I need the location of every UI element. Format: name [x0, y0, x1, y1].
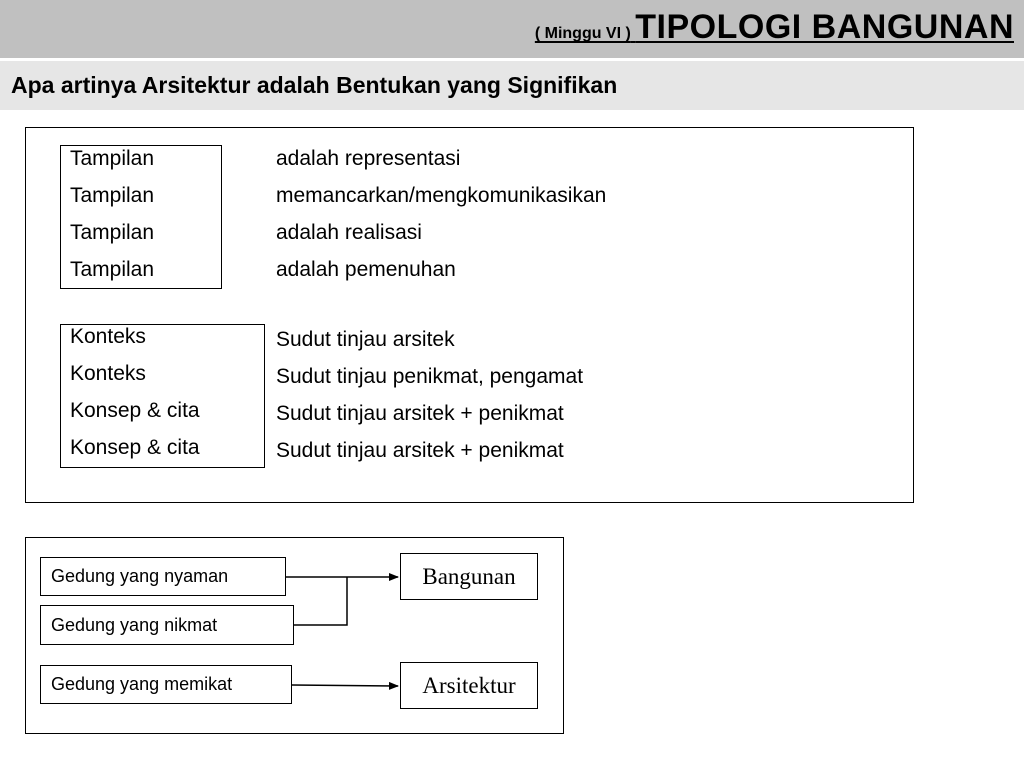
term-item: Konteks [70, 325, 146, 348]
meaning-item: Sudut tinjau arsitek + penikmat [276, 402, 564, 425]
target-box-arsitektur: Arsitektur [400, 662, 538, 709]
meaning-item: Sudut tinjau arsitek + penikmat [276, 439, 564, 462]
meaning-item: Sudut tinjau penikmat, pengamat [276, 365, 584, 388]
term-item: Tampilan [70, 147, 155, 170]
term-item: Tampilan [70, 221, 155, 244]
term-item: Konsep & cita [70, 399, 200, 422]
source-box-nikmat: Gedung yang nikmat [40, 605, 294, 645]
term-item: Tampilan [70, 184, 155, 207]
title-text: TIPOLOGI BANGUNAN [635, 8, 1014, 46]
term-item: Konsep & cita [70, 436, 200, 459]
target-box-bangunan: Bangunan [400, 553, 538, 600]
subtitle: Apa artinya Arsitektur adalah Bentukan yang Signifikan [11, 72, 618, 98]
meaning-item: memancarkan/mengkomunikasikan [276, 184, 607, 207]
week-label: ( Minggu VI ) [534, 25, 631, 42]
meaning-item: adalah pemenuhan [276, 258, 456, 281]
term-item: Konteks [70, 362, 146, 385]
meaning-item: adalah realisasi [276, 221, 422, 244]
source-box-nyaman: Gedung yang nyaman [40, 557, 286, 596]
connector-line [294, 577, 347, 625]
source-box-memikat: Gedung yang memikat [40, 665, 292, 704]
term-item: Tampilan [70, 258, 155, 281]
meaning-item: Sudut tinjau arsitek [276, 328, 455, 351]
meaning-item: adalah representasi [276, 147, 461, 170]
connector-line [292, 685, 398, 686]
